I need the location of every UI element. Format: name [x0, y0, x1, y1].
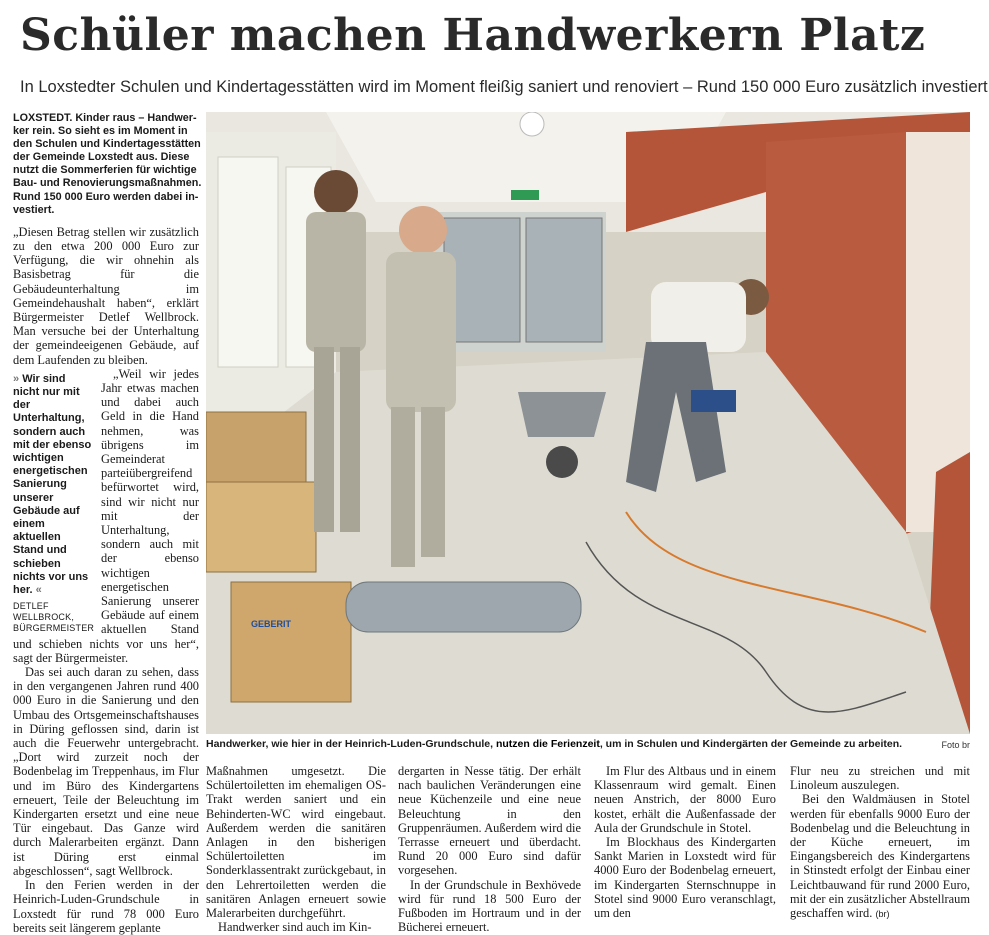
body-paragraph: „Diesen Betrag stellen wir zusätzlich zu den etwa 200 000 Euro zur Verfügung, die wir ohnehin als Basisbetrag für die Gebäudeunterhaltung im Gemeindehaushalt haben“, erklärt Bürgermeister Detlef Wellbrock. Man versuche bei der Unterhaltung der gemeindeeigenen Gebäude, auf dem Laufenden zu bleiben. — [13, 224, 199, 367]
column-1 — [13, 112, 202, 935]
lead-line: ker rein. So sieht es im Moment in — [13, 125, 188, 138]
body-paragraph: In den Ferien werden in der Heinrich-Luden-Grundschule in Loxstedt für rund 78 000 Euro bereits seit längerem geplante — [13, 878, 199, 935]
body-paragraph: dergarten in Nesse tätig. Der erhält nach baulichen Veränderungen eine neue Küchenzeile und eine neue Beleuchtung in den Gruppenräumen. Außerdem wird die Terrasse erneuert und überdacht. Rund 20 000 Euro sind dafür vorgesehen. — [398, 764, 581, 878]
quote-open-mark: » — [13, 372, 20, 385]
worker-leg — [391, 407, 415, 567]
pull-quote-author-role: BÜRGERMEISTER — [13, 623, 95, 634]
byline: (br) — [875, 909, 890, 920]
glass-door — [526, 218, 602, 342]
worker-head — [314, 170, 358, 214]
body-paragraph: In der Grundschule in Bexhövede wird für rund 18 500 Euro der Fußboden im Hortraum und in der Bücherei erneuert. — [398, 877, 581, 935]
body-paragraph: „Weil wir jedes Jahr etwas machen und dabei auch Geld in die Hand nehmen, was übrigens im Gemeinderat parteiübergreifend befürwortet wird, sind wir nicht nur mit der Unterhaltung, sondern auch mit der ebenso wichtigen energetischen Sanierung unserer Gebäude auf einem aktuellen Stand und schieben nichts vor uns her“, sagt der Bürgermeister. — [13, 366, 199, 665]
column-5 — [790, 764, 970, 921]
headline: Schüler machen Handwerkern Platz — [20, 10, 926, 61]
photo-illustration — [206, 112, 970, 734]
worker-body — [651, 282, 746, 352]
lead-line: LOXSTEDT. Kinder raus – Handwer- — [13, 112, 197, 124]
pull-quote-text: Wir sind nicht nur mit der Unterhaltung, sondern auch mit der ebenso wichtigen energetischen Sanierung unserer Gebäude auf einem aktuellen Stand und schieben nichts vor uns her. — [13, 372, 92, 597]
body-paragraph: Im Flur des Altbaus und in einem Klassenraum wird gemalt. Einen neuen Anstrich, der 8000 Euro kostet, erhält die Außenfassade der Aula der Grundschule in Stotel. — [594, 764, 776, 835]
column-3 — [398, 764, 581, 934]
cardboard-box — [231, 582, 351, 702]
lead-line: den Schulen und Kindertagesstätten — [13, 138, 201, 151]
body-paragraph: Das sei auch daran zu sehen, dass in den vergangenen Jahren rund 400 000 Euro in die Sanierung und den Umbau des Ortsgemeinschaftshauses in Düring geflossen sind, darin ist auch die Feuerwehr untergebracht. „Dort wird zurzeit noch der Bodenbelag im Treppenhaus, im Flur und im Büro des Kindergartens erneuert, Teile der Beleuchtung im Kindergarten ersetzt und eine neue Tür eingebaut. Das Ganze wird durch Malerarbeiten ergänzt. Dann ist Düring erst einmal abgeschlossen“, sagt Wellbrock. — [13, 665, 199, 878]
exit-sign — [511, 190, 539, 200]
worker-leg — [314, 347, 334, 532]
lead-paragraph — [13, 112, 202, 217]
photo-credit: Foto br — [941, 740, 970, 750]
quote-close-mark: « — [35, 584, 42, 597]
worker-leg — [340, 347, 360, 532]
pipe — [346, 582, 581, 632]
window — [218, 157, 278, 367]
pull-quote-author — [13, 601, 93, 634]
box-label: GEBERIT — [251, 619, 292, 629]
subheadline: In Loxstedter Schulen und Kindertagesstätten wird im Moment fleißig saniert und renoviert – Rund 150 000 Euro zusätzlich investiert — [20, 78, 988, 96]
worker-leg — [421, 407, 445, 557]
photo-caption — [206, 738, 970, 750]
body-paragraph: Maßnahmen umgesetzt. Die Schülertoiletten im ehemaligen OS-Trakt werden saniert und ein Behinderten-WC wird eingebaut. Außerdem werden die sanitären Anlagen in den bisherigen Schülertoiletten im Sonderklassentrakt zurückgebaut, in den Lehrertoiletten werden die sanitären Anlagen erneuert sowie Malerarbeiten durchgeführt. — [206, 764, 386, 921]
caption-text: , um in Schulen und Kindergärten der Gemeinde zu arbeiten. — [599, 738, 903, 750]
caption-highlight: nutzen die Ferienzeit — [495, 738, 600, 750]
lead-line: Bau- und Renovierungsmaßnahmen. — [13, 177, 202, 190]
lead-line: vestiert. — [13, 203, 55, 216]
body-paragraph: Flur neu zu streichen und mit Linoleum auszulegen. — [790, 764, 970, 793]
ceiling-lamp — [520, 112, 544, 136]
cardboard-box — [206, 412, 306, 492]
column-4 — [594, 764, 776, 920]
lead-line: Rund 150 000 Euro werden dabei in- — [13, 190, 199, 203]
pull-quote — [13, 373, 93, 634]
article-photo — [206, 112, 970, 734]
cardboard-box — [206, 482, 316, 572]
lead-line: der Gemeinde Loxstedt aus. Diese — [13, 151, 190, 164]
column-2 — [206, 764, 386, 934]
worker-body — [386, 252, 456, 412]
pull-quote-author-name: DETLEF WELLBROCK, — [13, 601, 75, 623]
body-paragraph: Handwerker sind auch im Kin- — [218, 920, 372, 935]
drill — [691, 390, 736, 412]
worker-head — [399, 206, 447, 254]
worker-body — [306, 212, 366, 352]
lead-line: nutzt die Sommerferien für wichtige — [13, 164, 197, 177]
body-paragraph: Im Blockhaus des Kindergarten Sankt Marien in Loxstedt wird für 4000 Euro der Bodenbelag erneuert, im Kindergarten Sternschnuppe in Stotel sind 9000 Euro veranschlagt, um den — [594, 835, 776, 921]
wheelbarrow — [518, 392, 606, 437]
body-paragraph — [790, 792, 970, 921]
body-text: Bei den Waldmäusen in Stotel werden für ebenfalls 9000 Euro der Bodenbelag und die Beleuchtung in der Küche erneuert, im Eingangsbereich des Kindergartens in Stinstedt erfolgt der Einbau einer Leichtbauwand für rund 2000 Euro, mit der ein zusätzlicher Abstellraum geschaffen wird. — [790, 792, 970, 921]
wheelbarrow-wheel — [546, 446, 578, 478]
caption-text: Handwerker, wie hier in der Heinrich-Luden-Grundschule, — [206, 738, 496, 750]
